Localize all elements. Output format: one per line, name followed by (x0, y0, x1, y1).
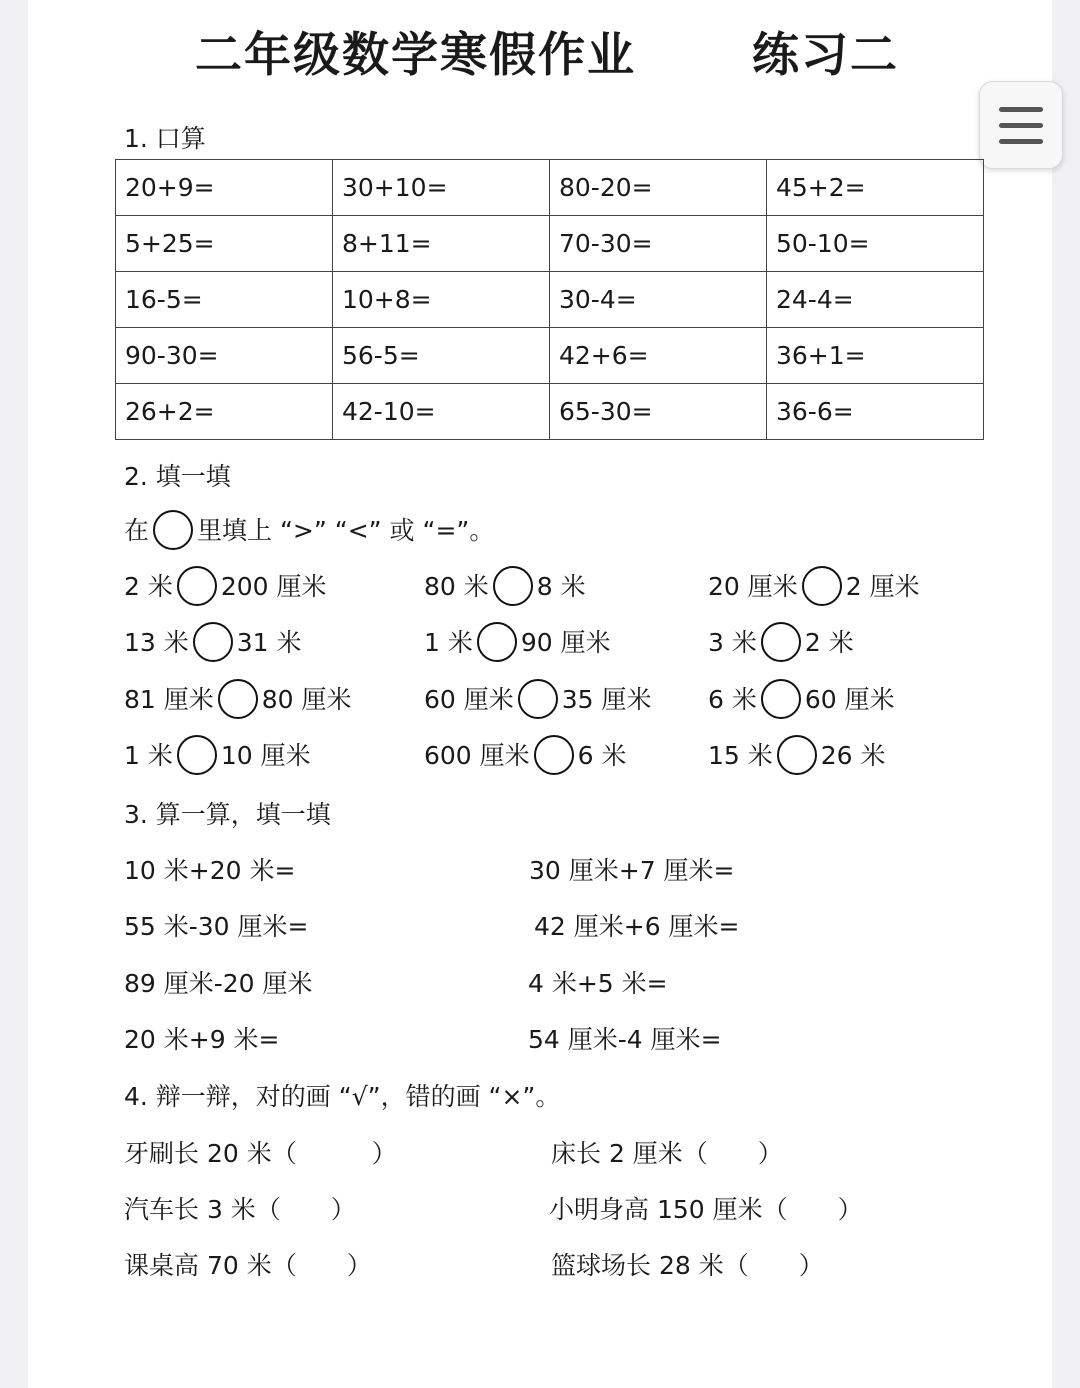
table-cell: 65-30= (550, 384, 767, 440)
section2-instruction (124, 511, 494, 552)
compare-right-value: 31 米 (236, 628, 302, 657)
table-cell: 16-5= (116, 272, 333, 328)
answer-circle-icon[interactable] (218, 679, 258, 719)
judge-item: 小明身高 150 厘米（ ） (549, 1195, 863, 1224)
section2-heading: 2. 填一填 (124, 462, 231, 491)
table-cell: 24-4= (767, 272, 984, 328)
answer-circle-icon[interactable] (477, 622, 517, 662)
table-cell: 26+2= (116, 384, 333, 440)
calc-item: 42 厘米+6 厘米= (534, 912, 740, 941)
calc-item: 30 厘米+7 厘米= (529, 856, 735, 885)
compare-right-value: 2 厘米 (845, 572, 920, 601)
compare-item (124, 567, 327, 608)
table-cell: 36-6= (767, 384, 984, 440)
table-cell: 80-20= (550, 160, 767, 216)
compare-item (424, 680, 652, 721)
compare-left-value: 1 米 (124, 741, 173, 770)
calc-item: 54 厘米-4 厘米= (528, 1025, 722, 1054)
compare-item (708, 567, 920, 608)
hamburger-menu-icon[interactable] (979, 81, 1063, 169)
judge-item: 篮球场长 28 米（ ） (551, 1251, 824, 1280)
calc-item: 55 米-30 厘米= (124, 912, 309, 941)
answer-circle-icon[interactable] (534, 735, 574, 775)
answer-circle-icon (153, 510, 193, 550)
table-cell: 10+8= (333, 272, 550, 328)
section4-heading: 4. 辩一辩，对的画 “√”，错的画 “×”。 (124, 1082, 561, 1111)
compare-right-value: 80 厘米 (261, 685, 352, 714)
calc-item: 4 米+5 米= (528, 969, 668, 998)
menu-bar (999, 107, 1043, 112)
menu-bar (999, 123, 1043, 128)
table-cell: 30+10= (333, 160, 550, 216)
table-row (116, 160, 984, 216)
answer-circle-icon[interactable] (777, 735, 817, 775)
compare-left-value: 20 厘米 (708, 572, 798, 601)
table-cell: 45+2= (767, 160, 984, 216)
table-cell: 50-10= (767, 216, 984, 272)
compare-right-value: 200 厘米 (220, 572, 327, 601)
compare-item (424, 623, 611, 664)
answer-circle-icon[interactable] (802, 566, 842, 606)
title-main: 二年级数学寒假作业 (195, 28, 636, 83)
instruction-after: 里填上 “>” “<” 或 “=”。 (197, 516, 495, 545)
answer-circle-icon[interactable] (193, 622, 233, 662)
compare-right-value: 2 米 (804, 628, 854, 657)
compare-left-value: 81 厘米 (124, 685, 214, 714)
table-row (116, 272, 984, 328)
table-row (116, 328, 984, 384)
compare-left-value: 1 米 (424, 628, 473, 657)
answer-circle-icon[interactable] (177, 735, 217, 775)
compare-item (124, 680, 352, 721)
compare-left-value: 2 米 (124, 572, 173, 601)
compare-left-value: 13 米 (124, 628, 189, 657)
calc-item: 89 厘米-20 厘米 (124, 969, 313, 998)
compare-item (424, 736, 627, 777)
instruction-before: 在 (124, 516, 150, 545)
compare-left-value: 60 厘米 (424, 685, 514, 714)
judge-item: 牙刷长 20 米（ ） (124, 1139, 397, 1168)
table-row (116, 216, 984, 272)
answer-circle-icon[interactable] (761, 679, 801, 719)
calc-item: 20 米+9 米= (124, 1025, 280, 1054)
compare-right-value: 90 厘米 (520, 628, 611, 657)
table-cell: 56-5= (333, 328, 550, 384)
answer-circle-icon[interactable] (518, 679, 558, 719)
compare-item (708, 736, 886, 777)
compare-left-value: 600 厘米 (424, 741, 530, 770)
compare-right-value: 6 米 (577, 741, 627, 770)
mental-math-table (115, 159, 984, 440)
judge-item: 床长 2 厘米（ ） (551, 1139, 783, 1168)
compare-right-value: 35 厘米 (561, 685, 652, 714)
compare-left-value: 15 米 (708, 741, 773, 770)
table-cell: 30-4= (550, 272, 767, 328)
judge-item: 课桌高 70 米（ ） (124, 1251, 372, 1280)
compare-item (124, 623, 302, 664)
compare-item (708, 623, 854, 664)
compare-item (424, 567, 586, 608)
table-row (116, 384, 984, 440)
table-cell: 5+25= (116, 216, 333, 272)
table-cell: 42+6= (550, 328, 767, 384)
table-cell: 70-30= (550, 216, 767, 272)
page-title (0, 18, 1080, 88)
answer-circle-icon[interactable] (493, 566, 533, 606)
table-cell: 36+1= (767, 328, 984, 384)
compare-left-value: 6 米 (708, 685, 757, 714)
title-sub: 练习二 (752, 28, 899, 83)
compare-left-value: 80 米 (424, 572, 489, 601)
menu-bar (999, 139, 1043, 144)
table-cell: 8+11= (333, 216, 550, 272)
compare-item (124, 736, 311, 777)
compare-right-value: 10 厘米 (220, 741, 311, 770)
compare-right-value: 60 厘米 (804, 685, 895, 714)
section3-heading: 3. 算一算，填一填 (124, 800, 331, 829)
compare-right-value: 26 米 (820, 741, 886, 770)
judge-item: 汽车长 3 米（ ） (124, 1195, 356, 1224)
section1-heading: 1. 口算 (124, 124, 206, 153)
table-cell: 42-10= (333, 384, 550, 440)
compare-item (708, 680, 895, 721)
compare-left-value: 3 米 (708, 628, 757, 657)
calc-item: 10 米+20 米= (124, 856, 296, 885)
table-cell: 20+9= (116, 160, 333, 216)
answer-circle-icon[interactable] (177, 566, 217, 606)
table-cell: 90-30= (116, 328, 333, 384)
compare-right-value: 8 米 (536, 572, 586, 601)
answer-circle-icon[interactable] (761, 622, 801, 662)
